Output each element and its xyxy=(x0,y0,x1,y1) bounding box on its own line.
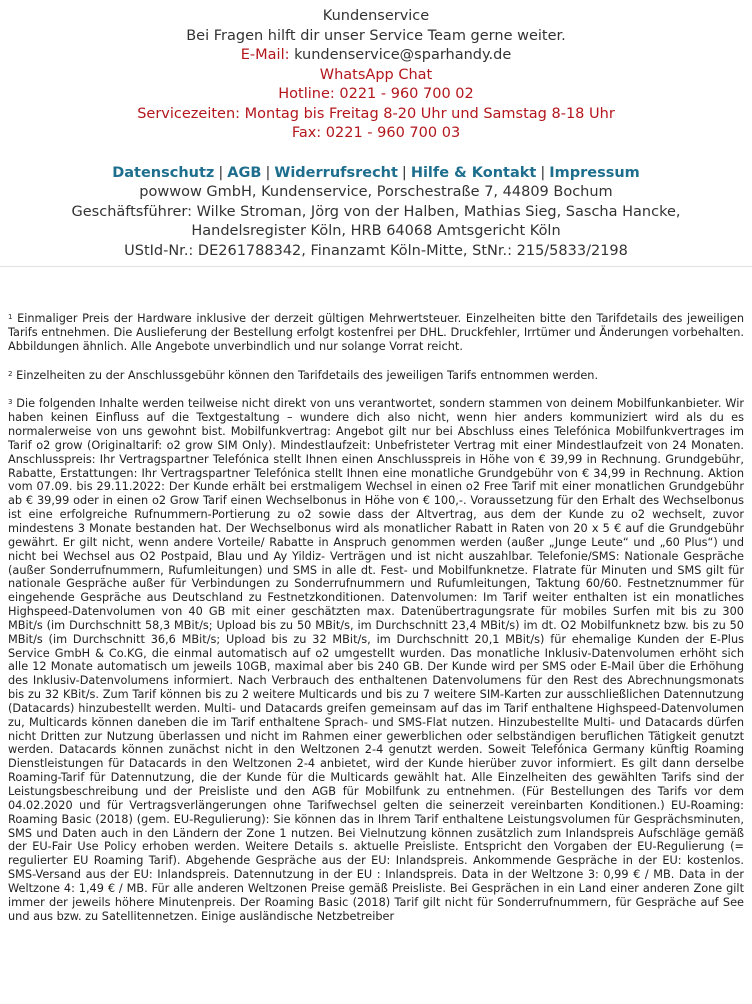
footnote-2 xyxy=(8,368,744,383)
nav-separator: | xyxy=(540,164,546,181)
footnote-text: Einmaliger Preis der Hardware inklusive der derzeit gültigen Mehrwertsteuer. Einzelheiten bitte den Tarifdetails des jeweiligen Tarifs entnehmen. Die Auslieferung der Bestellung erfolgt kostenfrei per DHL. Druckfehler, Irrtümer und Änderungen vorbehalten. Abbildungen ähnlich. Alle Angebote unverbindlich und nur solange Vorrat reicht. xyxy=(8,312,745,353)
nav-separator: | xyxy=(401,164,407,181)
company-managers: Geschäftsführer: Wilke Stroman, Jörg von der Halben, Mathias Sieg, Sascha Hancke, xyxy=(71,203,681,220)
nav-separator: | xyxy=(218,164,224,181)
email-link[interactable]: kundenservice@sparhandy.de xyxy=(294,47,512,63)
footnote-3 xyxy=(8,396,744,923)
footnote-1 xyxy=(8,311,744,354)
footer-nav xyxy=(0,164,752,184)
footnote-marker: 3 xyxy=(8,398,13,407)
company-address: powwow GmbH, Kundenservice, Porschestraße 7, 44809 Bochum xyxy=(139,184,613,200)
company-tax: UStId-Nr.: DE261788342, Finanzamt Köln-Mitte, StNr.: 215/5833/2198 xyxy=(124,242,628,259)
footnotes xyxy=(0,311,752,923)
nav-link-widerrufsrecht[interactable]: Widerrufsrecht xyxy=(274,164,398,181)
email-label: E-Mail: xyxy=(240,47,290,63)
divider xyxy=(0,266,752,267)
footnote-marker: 2 xyxy=(8,369,13,378)
company-info xyxy=(0,183,752,261)
nav-link-agb[interactable]: AGB xyxy=(227,164,262,181)
hotline: Hotline: 0221 - 960 700 02 xyxy=(278,86,474,102)
footnote-text: Die folgenden Inhalte werden teilweise nicht direkt von uns verantwortet, sondern stammen von deinem Mobilfunkanbieter. Wir haben keinen Einfluss auf die Textgestaltung – wundere dich also nicht, wenn hier anders kommuniziert wird als du es normalerweise von uns gewohnt bist. Mobilfunkvertrag: Angebot gilt nur bei Abschluss eines Telefónica Mobilfunkvertrages im Tarif o2 grow (Originaltarif: o2 grow SIM Only). Mindestlaufzeit: Unbefristeter Vertrag mit einer Mindestlaufzeit von 24 Monaten. Anschlusspreis: Ihr Vertragspartner Telefónica stellt Ihnen einen Anschlusspreis in Höhe von € 39,99 in Rechnung. Grundgebühr, Rabatte, Erstattungen: Ihr Vertragspartner Telefónica stellt Ihnen eine monatliche Grundgebühr von € 34,99 in Rechnung. Aktion vom 07.09. bis 29.11.2022: Der Kunde erhält bei erstmaligem Wechsel in einen o2 Free Tarif mit einer monatlichen Grundgebühr ab € 39,99 oder in einen o2 Grow Tarif einen Wechselbonus in Höhe von € 100,-. Voraussetzung für den Erhalt des Wechselbonus ist eine erfolgreiche Rufnummern-Portierung zu o2 sowie dass der Altvertrag, aus dem der Kunde zu o2 wechselt, zuvor mindestens 3 Monate bestanden hat. Der Wechselbonus wird als monatlicher Rabatt in Raten von 20 x 5 € auf die Grundgebühr gewährt. Er gilt nicht, wenn andere Vorteile/ Rabatte in Anspruch genommen werden (außer „Junge Leute“ und „60 Plus“) und nicht bei Wechsel aus O2 Postpaid, Blau und Ay Yildiz- Verträgen und ist nicht auszahlbar. Telefonie/SMS: Nationale Gespräche (außer Sonderrufnummern, Rufumleitungen) und SMS in alle dt. Fest- und Mobilfunknetze. Flatrate für Minuten und SMS gilt für nationale Gespräche außer für Verbindungen zu Sonderrufnummern und Rufumleitungen, Taktung 60/60. Festnetznummer für eingehende Gespräche aus Deutschland zu Festnetzkonditionen. Datenvolumen: Im Tarif weiter enthalten ist ein monatliches Highspeed-Datenvolumen von 40 GB mit einer geschätzten max. Datenübertragungsrate für mobiles Surfen mit bis zu 300 MBit/s (im Durchschnitt 58,3 MBit/s; Upload bis zu 50 MBit/s, im Durchschnitt 23,4 MBit/s) im dt. O2 Mobilfunknetz bzw. bis zu 50 MBit/s (im Durchschnitt 36,6 MBit/s; Upload bis zu 32 MBit/s, im Durchschnitt 20,1 MBit/s) für ehemalige Kunden der E-Plus Service GmbH & Co.KG, die einmal automatisch auf o2 umgestellt wurden. Das monatliche Inklusiv-Datenvolumen erhöht sich alle 12 Monate automatisch um jeweils 10GB, maximal aber bis 240 GB. Der Kunde wird per SMS oder E-Mail über die Erhöhung des Inklusiv-Datenvolumens informiert. Nach Verbrauch des enthaltenen Datenvolumens für den Rest des Abrechnungsmonats bis zu 32 KBit/s. Zum Tarif können bis zu 2 weitere Multicards und bis zu 7 weitere SIM-Karten zur ausschließlichen Datennutzung (Datacards) hinzubestellt werden. Multi- und Datacards greifen gemeinsam auf das im Tarif enthaltene Highspeed-Datenvolumen zu, Multicards können daneben die im Tarif enthaltene Sprach- und SMS-Flat nutzen. Hinzubestellte Multi- und Datacards dürfen nicht Dritten zur Nutzung überlassen und nicht im Rahmen einer gewerblichen oder selbständigen beruflichen Tätigkeit genutzt werden. Datacards können zunächst nicht in den Weltzonen 2-4 genutzt werden. Soweit Telefónica Germany künftig Roaming Dienstleistungen für Datacards in den Weltzonen 2-4 anbietet, wird der Kunde hierüber zuvor informiert. Es gilt dann derselbe Roaming-Tarif für Datennutzung, die der Kunde für die Multicards gewählt hat. Alle Einzelheiten des gewählten Tarifs sind der Leistungsbeschreibung und der Preisliste und den AGB für Mobilfunk zu entnehmen. (Für Bestellungen des Tarifs vor dem 04.02.2020 und für Vertragsverlängerungen ohne Tarifwechsel gelten die seinerzeit vereinbarten Konditionen.) EU-Roaming: Roaming Basic (2018) (gem. EU-Regulierung): Sie können das in Ihrem Tarif enthaltene Leistungsvolumen für Gesprächsminuten, SMS und Daten auch in den Ländern der Zone 1 nutzen. Bei Vielnutzung können zusätzlich zum Inlandspreis Aufschläge gemäß der EU-Fair Use Policy erhoben werden. Weitere Details s. aktuelle Preisliste. Entspricht den Vorgaben der EU-Regulierung (= regulierter EU Roaming Tarif). Abgehende Gespräche aus der EU: Inlandspreis. Ankommende Gespräche in der EU: kostenlos. SMS-Versand aus der EU: Inlandspreis. Datennutzung in der EU : Inlandspreis. Data in der Weltzone 3: 0,99 € / MB. Data in der Weltzone 4: 1,49 € / MB. Für alle anderen Weltzonen Preise gemäß Preisliste. Bei Gesprächen in ein Land einer anderen Zone gilt immer der jeweils höhere Minutenpreis. Der Roaming Basic (2018) Tarif gilt nicht für Sonderrufnummern, für Gespräche auf See und aus bzw. zu Satellitennetzen. Einige ausländische Netzbetreiber xyxy=(8,397,745,923)
nav-link-impressum[interactable]: Impressum xyxy=(549,164,640,181)
whatsapp-link[interactable]: WhatsApp Chat xyxy=(319,66,433,83)
fax: Fax: 0221 - 960 700 03 xyxy=(291,125,461,141)
footnote-text: Einzelheiten zu der Anschlussgebühr können den Tarifdetails des jeweiligen Tarifs entnommen werden. xyxy=(16,368,599,382)
nav-link-datenschutz[interactable]: Datenschutz xyxy=(112,164,215,181)
company-register: Handelsregister Köln, HRB 64068 Amtsgericht Köln xyxy=(191,223,561,239)
footnote-marker: 1 xyxy=(8,313,13,321)
nav-separator: | xyxy=(265,164,271,181)
service-hours: Servicezeiten: Montag bis Freitag 8-20 Uhr und Samstag 8-18 Uhr xyxy=(137,105,615,122)
contact-subtitle: Bei Fragen hilft dir unser Service Team gerne weiter. xyxy=(186,27,566,44)
nav-link-hilfe-kontakt[interactable]: Hilfe & Kontakt xyxy=(410,164,537,181)
email-line xyxy=(0,46,752,66)
contact-title: Kundenservice xyxy=(322,8,430,24)
contact-block xyxy=(0,0,752,144)
